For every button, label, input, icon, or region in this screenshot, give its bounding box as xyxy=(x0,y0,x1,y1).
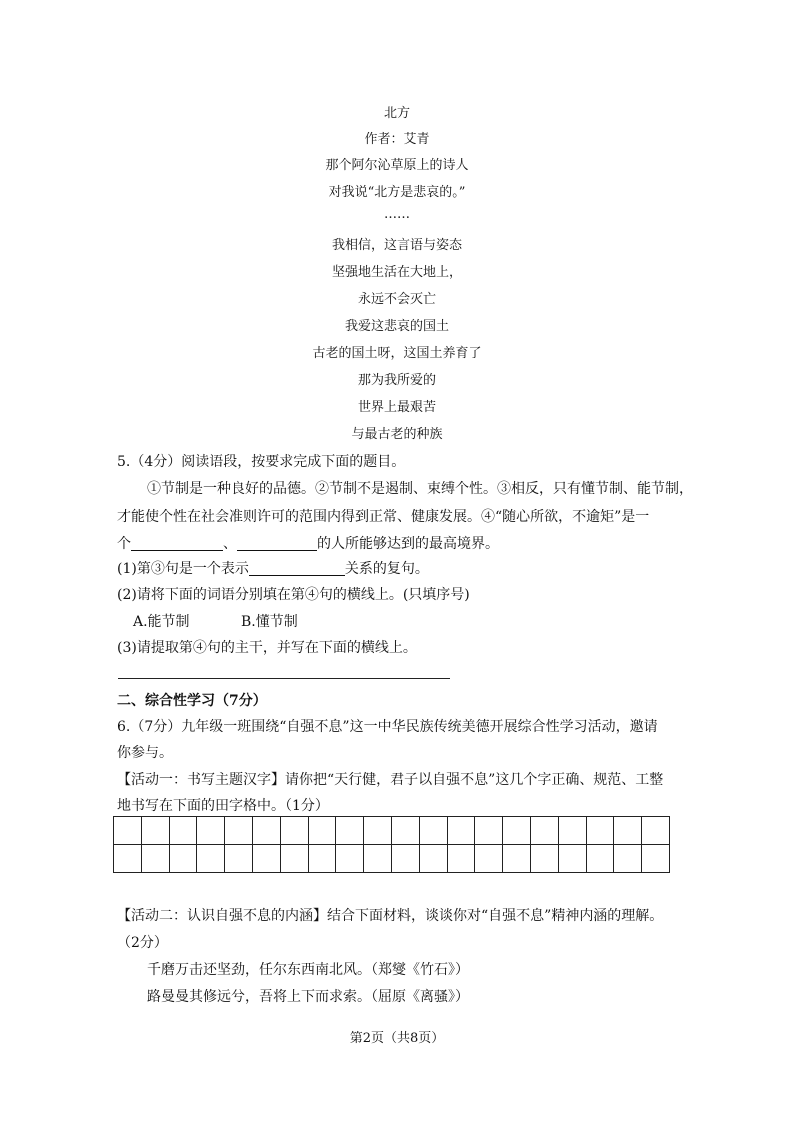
grid-cell[interactable] xyxy=(614,817,642,845)
poem-line: 那个阿尔沁草原上的诗人 xyxy=(325,158,469,173)
q5-stem: 5.（4分）阅读语段，按要求完成下面的题目。 xyxy=(117,454,406,470)
q5-text: (1)第③句是一个表示 xyxy=(117,561,249,577)
grid-cell[interactable] xyxy=(642,845,670,873)
page-footer: 第2页（共8页） xyxy=(349,1031,445,1046)
poem-author: 作者：艾青 xyxy=(364,132,430,147)
grid-cell[interactable] xyxy=(391,845,419,873)
fill-blank[interactable] xyxy=(249,561,345,576)
option-a: A.能节制 xyxy=(133,614,190,630)
fill-blank[interactable] xyxy=(237,536,317,551)
grid-cell[interactable] xyxy=(364,817,392,845)
poem-title: 北方 xyxy=(383,106,410,121)
writing-grid[interactable] xyxy=(113,816,670,873)
poem-ellipsis: …… xyxy=(384,207,410,222)
grid-cell[interactable] xyxy=(252,817,280,845)
section-heading: 二、综合性学习（7分） xyxy=(117,693,267,709)
grid-cell[interactable] xyxy=(225,817,253,845)
q5-text: 个 xyxy=(117,536,131,552)
grid-cell[interactable] xyxy=(447,817,475,845)
poem-line: 坚强地生活在大地上， xyxy=(331,265,462,280)
grid-cell[interactable] xyxy=(280,845,308,873)
q5-paragraph-line xyxy=(117,533,499,553)
grid-cell[interactable] xyxy=(642,817,670,845)
activity1-text: 【活动一：书写主题汉字】请你把“天行健，君子以自强不息”这几个字正确、规范、工整 xyxy=(117,772,664,788)
grid-cell[interactable] xyxy=(169,817,197,845)
grid-cell[interactable] xyxy=(336,845,364,873)
q6-stem: 你参与。 xyxy=(117,745,173,761)
grid-cell[interactable] xyxy=(308,817,336,845)
grid-cell[interactable] xyxy=(503,817,531,845)
q5-sub1 xyxy=(117,558,429,578)
poem-line: 世界上最艰苦 xyxy=(357,400,436,415)
grid-cell[interactable] xyxy=(530,817,558,845)
quote-line: 路曼曼其修远兮，吾将上下而求索。（屈原《离骚》） xyxy=(147,989,469,1005)
grid-cell[interactable] xyxy=(447,845,475,873)
grid-cell[interactable] xyxy=(419,817,447,845)
grid-cell[interactable] xyxy=(614,845,642,873)
grid-cell[interactable] xyxy=(586,817,614,845)
grid-cell[interactable] xyxy=(475,845,503,873)
q6-stem: 6.（7分）九年级一班围绕“自强不息”这一中华民族传统美德开展综合性学习活动，邀请 xyxy=(117,719,658,735)
grid-cell[interactable] xyxy=(141,845,169,873)
q5-sub3: (3)请提取第④句的主干，并写在下面的横线上。 xyxy=(117,640,417,656)
grid-cell[interactable] xyxy=(114,817,142,845)
grid-cell[interactable] xyxy=(586,845,614,873)
q5-text: 、 xyxy=(223,536,237,552)
activity1-text: 地书写在下面的田字格中。（1分） xyxy=(117,798,329,814)
fill-blank[interactable] xyxy=(131,536,223,551)
poem-line: 永远不会灭亡 xyxy=(357,292,436,307)
poem-line: 对我说“北方是悲哀的。” xyxy=(328,185,466,200)
grid-row xyxy=(114,845,670,873)
grid-cell[interactable] xyxy=(364,845,392,873)
grid-cell[interactable] xyxy=(558,845,586,873)
poem-line: 古老的国土呀，这国土养育了 xyxy=(312,346,482,361)
grid-cell[interactable] xyxy=(475,817,503,845)
q5-paragraph-line: 才能使个性在社会准则许可的范围内得到正常、健康发展。④“随心所欲，不逾矩”是一 xyxy=(117,509,650,525)
q5-paragraph-line: ①节制是一种良好的品德。②节制不是遏制、束缚个性。③相反，只有懂节制、能节制， xyxy=(147,481,693,497)
grid-cell[interactable] xyxy=(141,817,169,845)
grid-cell[interactable] xyxy=(225,845,253,873)
answer-line[interactable] xyxy=(118,678,450,679)
grid-cell[interactable] xyxy=(530,845,558,873)
grid-cell[interactable] xyxy=(197,817,225,845)
poem-line: 我爱这悲哀的国土 xyxy=(344,319,449,334)
grid-cell[interactable] xyxy=(308,845,336,873)
poem-line: 那为我所爱的 xyxy=(357,373,436,388)
grid-cell[interactable] xyxy=(336,817,364,845)
option-b: B.懂节制 xyxy=(241,614,298,630)
grid-cell[interactable] xyxy=(169,845,197,873)
poem-line: 与最古老的种族 xyxy=(351,427,443,442)
grid-cell[interactable] xyxy=(391,817,419,845)
grid-cell[interactable] xyxy=(252,845,280,873)
grid-cell[interactable] xyxy=(114,845,142,873)
grid-cell[interactable] xyxy=(503,845,531,873)
grid-cell[interactable] xyxy=(280,817,308,845)
grid-cell[interactable] xyxy=(419,845,447,873)
activity2-text: 【活动二：认识自强不息的内涵】结合下面材料，谈谈你对“自强不息”精神内涵的理解。 xyxy=(117,908,664,924)
poem-line: 我相信，这言语与姿态 xyxy=(331,238,462,253)
grid-row xyxy=(114,817,670,845)
grid-cell[interactable] xyxy=(197,845,225,873)
activity2-text: （2分） xyxy=(117,935,168,951)
quote-line: 千磨万击还坚劲，任尔东西南北风。（郑燮《竹石》） xyxy=(147,962,469,978)
q5-text: 的人所能够达到的最高境界。 xyxy=(317,536,499,552)
q5-text: 关系的复句。 xyxy=(344,561,429,577)
q5-sub2: (2)请将下面的词语分别填在第④句的横线上。(只填序号) xyxy=(117,587,470,603)
grid-cell[interactable] xyxy=(558,817,586,845)
